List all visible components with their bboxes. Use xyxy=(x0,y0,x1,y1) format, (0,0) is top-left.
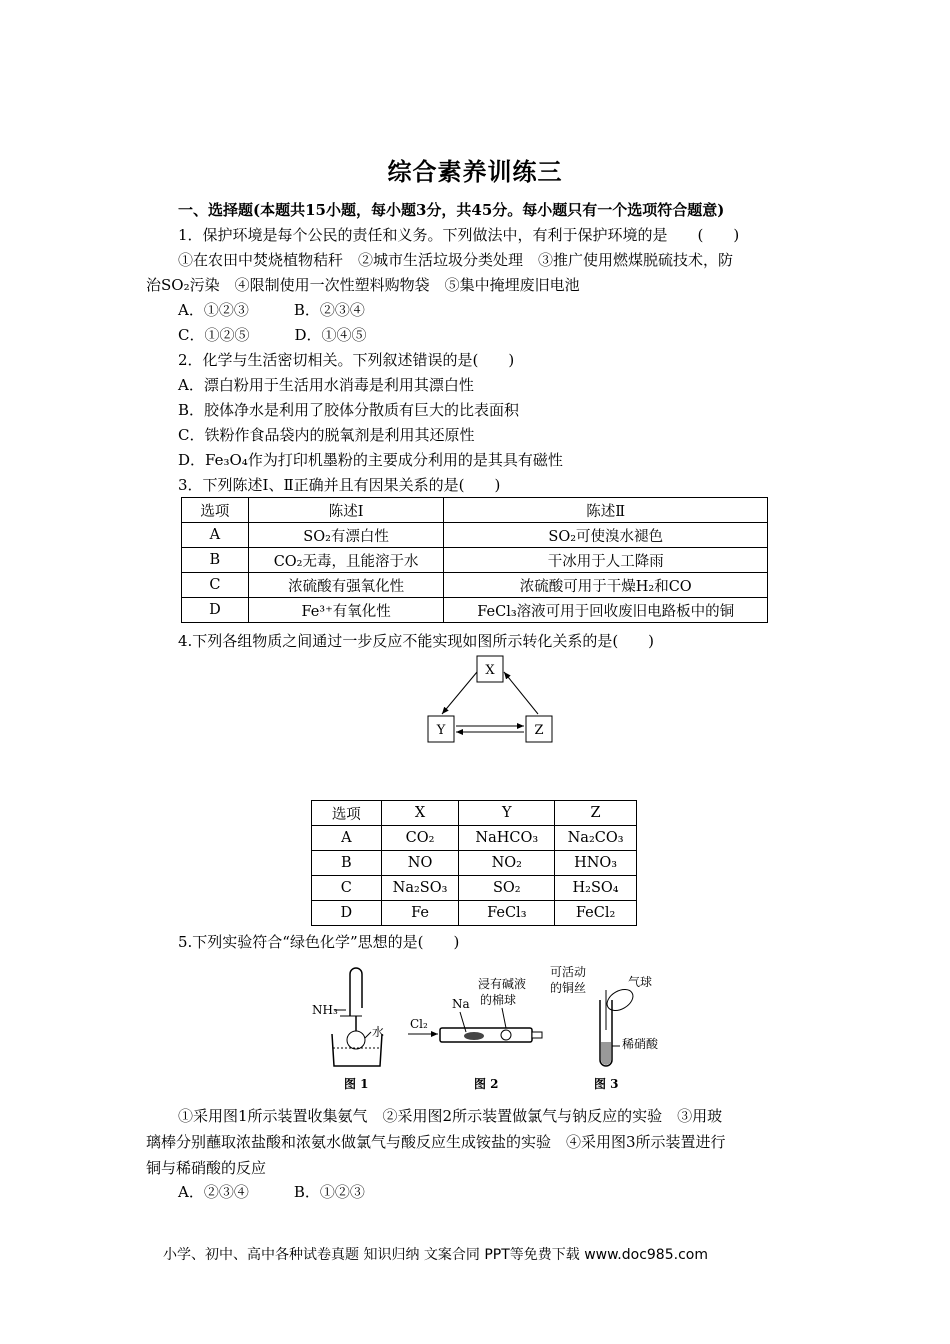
table-row xyxy=(312,901,637,926)
table-header-cell: 选项 xyxy=(312,801,382,826)
table-cell: D xyxy=(312,901,382,926)
figure-2-caption: 图 2 xyxy=(474,1077,499,1091)
table-cell: A xyxy=(312,826,382,851)
table-cell: NO₂ xyxy=(459,851,555,876)
table-row xyxy=(312,876,637,901)
table-header-cell: 陈述Ⅰ xyxy=(248,498,444,523)
table-header-cell: Y xyxy=(459,801,555,826)
figure-3-copper-nitric-acid-apparatus xyxy=(550,964,659,1091)
q1-desc-2: 治SO₂污染 ④限制使用一次性塑料购物袋 ⑤集中掩埋废旧电池 xyxy=(146,276,580,294)
movable-copper-label-1: 可活动 xyxy=(550,965,587,979)
table-cell: A xyxy=(182,523,249,548)
water-label: 水 xyxy=(372,1025,385,1039)
q5-desc-1: ①采用图1所示装置收集氨气 ②采用图2所示装置做氯气与钠反应的实验 ③用玻 xyxy=(178,1107,723,1125)
table-row xyxy=(182,573,768,598)
figure-3-caption: 图 3 xyxy=(594,1077,619,1091)
q5-desc-2: 璃棒分别蘸取浓盐酸和浓氨水做氯气与酸反应生成铵盐的实验 ④采用图3所示装置进行 xyxy=(146,1133,726,1151)
table-header-cell: 陈述Ⅱ xyxy=(444,498,768,523)
table-cell: FeCl₃ xyxy=(459,901,555,926)
table-cell: SO₂有漂白性 xyxy=(248,523,444,548)
table-cell: Fe xyxy=(381,901,459,926)
table-row xyxy=(312,851,637,876)
cotton-label-1: 浸有碱液 xyxy=(478,977,527,991)
page-title: 综合素养训练三 xyxy=(387,157,563,186)
table-header-row xyxy=(182,498,768,523)
figure-2-chlorine-sodium-apparatus xyxy=(408,976,542,1091)
q1-options-cd: C．①②⑤ D．①④⑤ xyxy=(178,326,367,344)
conversion-diagram xyxy=(420,652,560,748)
section-heading: 一、选择题(本题共15小题，每小题3分，共45分。每小题只有一个选项符合题意) xyxy=(178,201,725,219)
table-row xyxy=(182,598,768,623)
table-cell: Na₂CO₃ xyxy=(555,826,637,851)
table-header-cell: X xyxy=(381,801,459,826)
q5-desc-3: 铜与稀硝酸的反应 xyxy=(146,1159,267,1177)
table-cell: B xyxy=(182,548,249,573)
table-cell: HNO₃ xyxy=(555,851,637,876)
q1-stem: 1．保护环境是每个公民的责任和义务。下列做法中，有利于保护环境的是 ( ) xyxy=(178,226,740,244)
dilute-nitric-acid-label: 稀硝酸 xyxy=(622,1037,659,1051)
label-y: Y xyxy=(436,723,446,738)
q5-stem: 5.下列实验符合“绿色化学”思想的是( ) xyxy=(178,933,460,951)
table-cell: SO₂可使溴水褪色 xyxy=(444,523,768,548)
table-header-row xyxy=(312,801,637,826)
footer-ad-text: 小学、初中、高中各种试卷真题 知识归纳 文案合同 PPT等免费下载 www.doc985.com xyxy=(163,1247,708,1263)
q2-option-b: B．胶体净水是利用了胶体分散质有巨大的比表面积 xyxy=(178,401,520,419)
arrow-x-to-y xyxy=(442,672,477,714)
q2-stem: 2．化学与生活密切相关。下列叙述错误的是( ) xyxy=(178,351,515,369)
na-label: Na xyxy=(452,997,470,1011)
movable-copper-label-2: 的铜丝 xyxy=(550,981,587,995)
table-cell: Fe³⁺有氧化性 xyxy=(248,598,444,623)
arrow-z-to-x xyxy=(504,672,538,714)
figure-1-ammonia-apparatus xyxy=(312,968,384,1091)
experiment-figures xyxy=(310,960,670,1092)
table-row xyxy=(182,548,768,573)
table-cell: CO₂无毒，且能溶于水 xyxy=(248,548,444,573)
table-cell: D xyxy=(182,598,249,623)
q3-stem: 3．下列陈述Ⅰ、Ⅱ正确并且有因果关系的是( ) xyxy=(178,476,501,494)
label-z: Z xyxy=(534,723,544,738)
q2-option-a: A．漂白粉用于生活用水消毒是利用其漂白性 xyxy=(178,376,474,394)
table-cell: FeCl₂ xyxy=(555,901,637,926)
table-row xyxy=(312,826,637,851)
table-header-cell: Z xyxy=(555,801,637,826)
table-header-cell: 选项 xyxy=(182,498,249,523)
table-row xyxy=(182,523,768,548)
figure-1-caption: 图 1 xyxy=(344,1077,369,1091)
table-cell: 干冰用于人工降雨 xyxy=(444,548,768,573)
table-cell: FeCl₃溶液可用于回收废旧电路板中的铜 xyxy=(444,598,768,623)
table-cell: 浓硫酸有强氧化性 xyxy=(248,573,444,598)
q1-options-ab: A．①②③ B．②③④ xyxy=(178,301,365,319)
table-cell: CO₂ xyxy=(381,826,459,851)
q4-stem: 4.下列各组物质之间通过一步反应不能实现如图所示转化关系的是( ) xyxy=(178,632,655,650)
nh3-label: NH₃ xyxy=(312,1003,338,1017)
table-cell: C xyxy=(182,573,249,598)
table-cell: 浓硫酸可用于干燥H₂和CO xyxy=(444,573,768,598)
cotton-label-2: 的棉球 xyxy=(480,993,517,1007)
q5-options-ab: A．②③④ B．①②③ xyxy=(178,1183,365,1201)
q4-table xyxy=(311,800,637,926)
label-x: X xyxy=(485,663,495,678)
q3-table xyxy=(181,497,768,623)
table-cell: NaHCO₃ xyxy=(459,826,555,851)
table-cell: C xyxy=(312,876,382,901)
q2-option-d: D．Fe₃O₄作为打印机墨粉的主要成分利用的是其具有磁性 xyxy=(178,451,563,469)
table-cell: SO₂ xyxy=(459,876,555,901)
cl2-label: Cl₂ xyxy=(410,1017,428,1031)
q1-desc-1: ①在农田中焚烧植物秸秆 ②城市生活垃圾分类处理 ③推广使用燃煤脱硫技术，防 xyxy=(178,251,734,269)
table-cell: Na₂SO₃ xyxy=(381,876,459,901)
table-cell: H₂SO₄ xyxy=(555,876,637,901)
table-cell: NO xyxy=(381,851,459,876)
table-cell: B xyxy=(312,851,382,876)
balloon-label: 气球 xyxy=(628,975,653,989)
q2-option-c: C．铁粉作食品袋内的脱氧剂是利用其还原性 xyxy=(178,426,475,444)
